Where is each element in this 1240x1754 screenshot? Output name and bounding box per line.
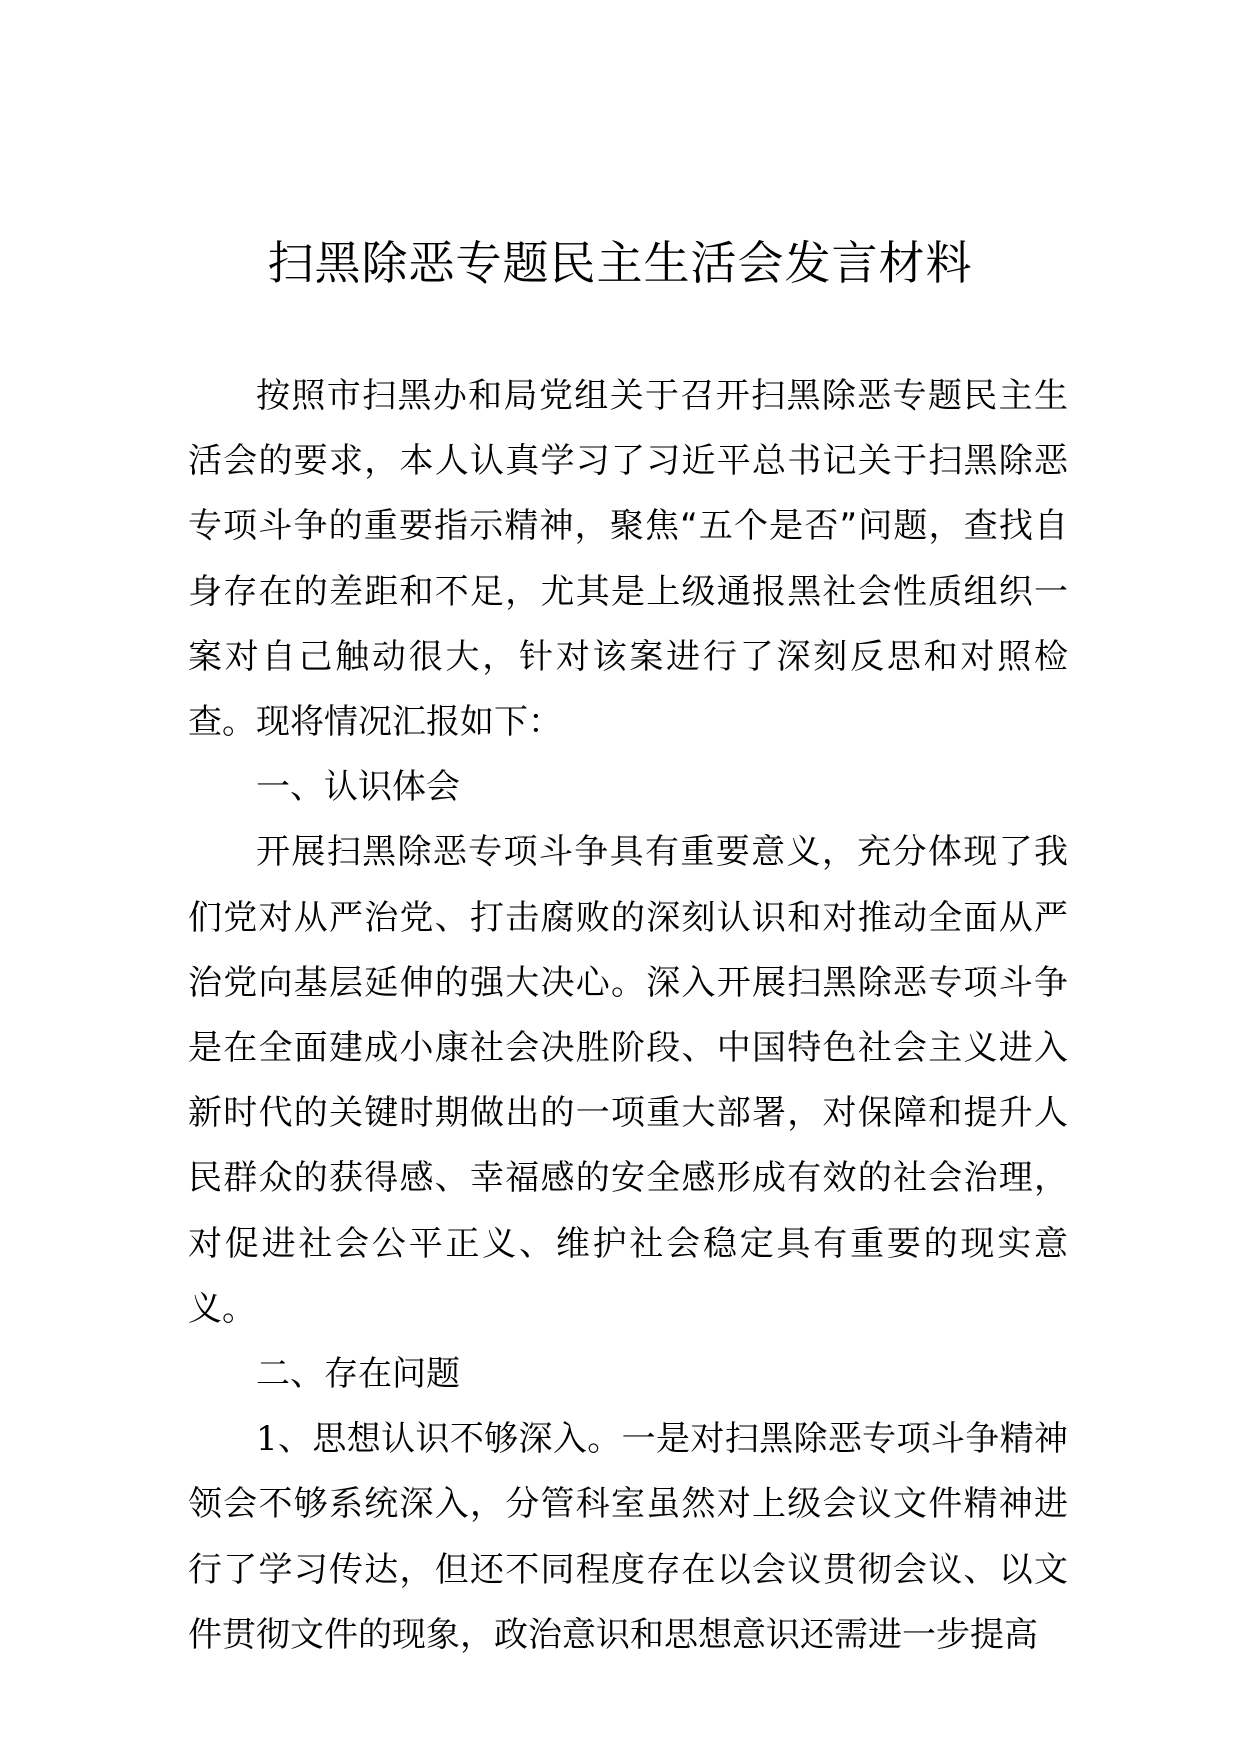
document-title: 扫黑除恶专题民主生活会发言材料 xyxy=(267,236,973,290)
problem-item-1 xyxy=(188,1407,1068,1668)
document-body xyxy=(188,364,1068,1668)
problem-item-text: 、思想认识不够深入。一是对扫黑除恶专项斗争精神领会不够系统深入，分管科室虽然对上级会议文件精神进行了学习传达，但还不同程度存在以会议贯彻会议、以文件贯彻文件的现象，政治意识和思想意识还需进一步提高 xyxy=(188,1419,1068,1655)
section-heading-understanding: 一、认识体会 xyxy=(256,767,460,808)
section-heading-problems: 二、存在问题 xyxy=(256,1354,460,1395)
intro-paragraph: 按照市扫黑办和局党组关于召开扫黑除恶专题民主生活会的要求，本人认真学习了习近平总书记关于扫黑除恶专项斗争的重要指示精神，聚焦“五个是否”问题，查找自身存在的差距和不足，尤其是上级通报黑社会性质组织一案对自己触动很大，针对该案进行了深刻反思和对照检查。现将情况汇报如下： xyxy=(188,376,1068,743)
understanding-paragraph: 开展扫黑除恶专项斗争具有重要意义，充分体现了我们党对从严治党、打击腐败的深刻认识和对推动全面从严治党向基层延伸的强大决心。深入开展扫黑除恶专项斗争是在全面建成小康社会决胜阶段、中国特色社会主义进入新时代的关键时期做出的一项重大部署，对保障和提升人民群众的获得感、幸福感的安全感形成有效的社会治理，对促进社会公平正义、维护社会稳定具有重要的现实意义。 xyxy=(188,832,1068,1329)
problem-item-number: 1 xyxy=(256,1419,278,1460)
